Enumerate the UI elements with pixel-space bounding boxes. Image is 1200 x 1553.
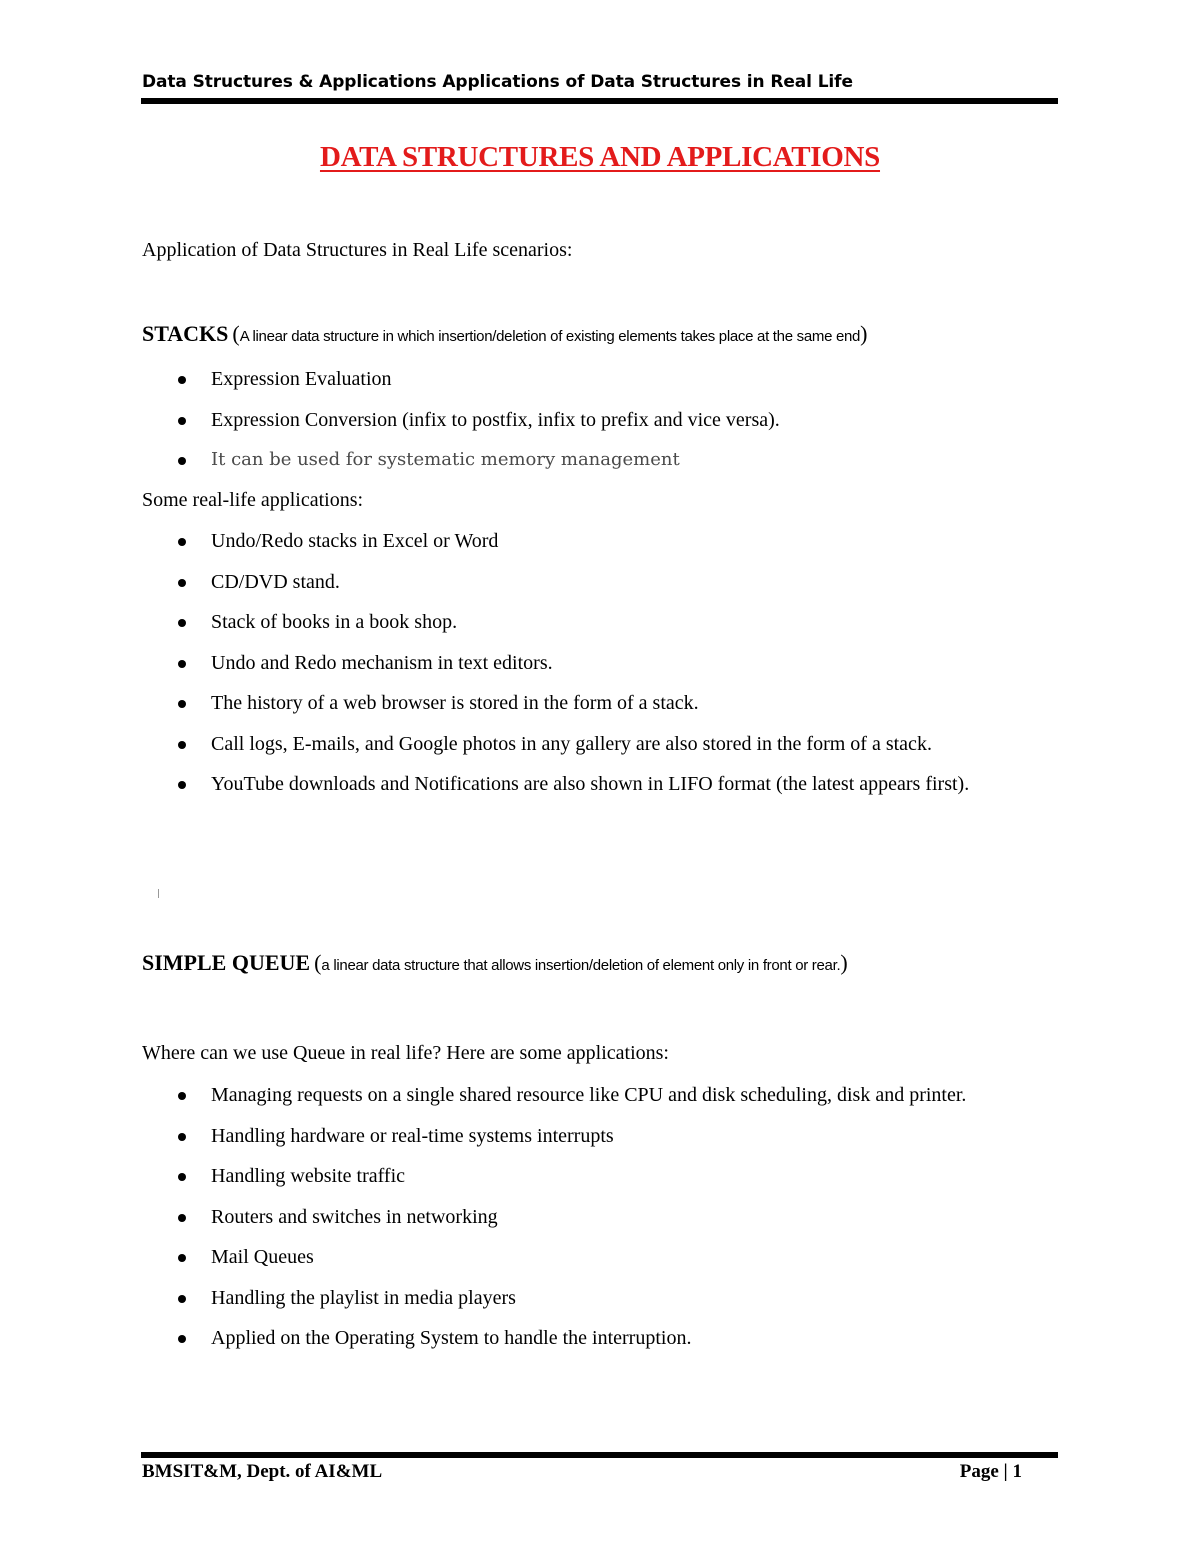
page-number: Page | 1 <box>959 1461 1022 1482</box>
bullet-icon <box>178 1173 186 1181</box>
list-item-text: Handling hardware or real-time systems interrupts <box>211 1124 614 1147</box>
stacks-open-paren: ( <box>232 321 240 346</box>
stacks-uses-list <box>142 359 1059 481</box>
stray-mark <box>158 889 159 898</box>
queue-title: SIMPLE QUEUE <box>142 950 311 975</box>
list-item-text: Expression Evaluation <box>211 368 392 390</box>
bullet-icon <box>178 1133 186 1141</box>
list-item <box>142 562 1059 603</box>
bullet-icon <box>178 1092 186 1100</box>
bullet-icon <box>178 417 186 425</box>
list-item-text: YouTube downloads and Notifications are also shown in LIFO format (the latest appears first). <box>211 773 970 795</box>
list-item-text: Managing requests on a single shared resource like CPU and disk scheduling, disk and printer. <box>211 1084 967 1106</box>
list-item <box>142 1075 1059 1116</box>
stacks-real-life-list <box>142 521 1059 805</box>
header-rule <box>141 98 1058 104</box>
queue-definition: a linear data structure that allows insertion/deletion of element only in front or rear. <box>321 957 841 974</box>
list-item <box>142 1237 1059 1278</box>
list-item-text: Call logs, E-mails, and Google photos in any gallery are also stored in the form of a stack. <box>211 732 932 755</box>
list-item <box>142 440 1059 481</box>
list-item-text: Handling the playlist in media players <box>211 1286 516 1309</box>
bullet-icon <box>178 1295 186 1303</box>
bullet-icon <box>178 376 186 384</box>
list-item <box>142 1278 1059 1319</box>
bullet-icon <box>178 457 186 465</box>
intro-paragraph: Application of Data Structures in Real Life scenarios: <box>142 239 573 261</box>
list-item-text: The history of a web browser is stored in the form of a stack. <box>211 692 699 714</box>
footer-institution: BMSIT&M, Dept. of AI&ML <box>142 1461 383 1482</box>
stacks-title: STACKS <box>142 321 229 346</box>
list-item-text: It can be used for systematic memory management <box>211 449 680 470</box>
list-item <box>142 359 1059 400</box>
list-item <box>142 724 1059 765</box>
list-item-text: Expression Conversion (infix to postfix, infix to prefix and vice versa). <box>211 408 780 431</box>
list-item <box>142 1116 1059 1157</box>
queue-applications-list <box>142 1075 1059 1359</box>
bullet-icon <box>178 781 186 789</box>
list-item-text: Applied on the Operating System to handle the interruption. <box>211 1327 692 1349</box>
list-item-text: Mail Queues <box>211 1246 314 1268</box>
bullet-icon <box>178 579 186 587</box>
bullet-icon <box>178 1254 186 1262</box>
bullet-icon <box>178 619 186 627</box>
list-item-text: CD/DVD stand. <box>211 570 340 593</box>
bullet-icon <box>178 700 186 708</box>
list-item-text: Stack of books in a book shop. <box>211 611 458 633</box>
list-item <box>142 1156 1059 1197</box>
bullet-icon <box>178 660 186 668</box>
queue-close-paren: ) <box>840 950 848 975</box>
list-item-text: Undo/Redo stacks in Excel or Word <box>211 530 499 552</box>
list-item <box>142 400 1059 441</box>
queue-heading <box>142 950 848 976</box>
bullet-icon <box>178 1335 186 1343</box>
stacks-close-paren: ) <box>860 321 868 346</box>
list-item-text: Handling website traffic <box>211 1165 406 1187</box>
queue-open-paren: ( <box>314 950 322 975</box>
running-header: Data Structures & Applications Applications of Data Structures in Real Life <box>142 72 853 92</box>
list-item <box>142 1197 1059 1238</box>
list-item <box>142 683 1059 724</box>
footer-rule <box>141 1452 1058 1458</box>
list-item <box>142 521 1059 562</box>
bullet-icon <box>178 1214 186 1222</box>
stacks-heading <box>142 321 867 347</box>
list-item <box>142 764 1059 805</box>
stacks-definition: A linear data structure in which insertion/deletion of existing elements takes place at the same end <box>239 328 861 345</box>
list-item-text: Undo and Redo mechanism in text editors. <box>211 651 553 674</box>
bullet-icon <box>178 538 186 546</box>
list-item <box>142 602 1059 643</box>
bullet-icon <box>178 741 186 749</box>
queue-question: Where can we use Queue in real life? Here are some applications: <box>142 1042 669 1064</box>
list-item-text: Routers and switches in networking <box>211 1205 498 1228</box>
real-life-label: Some real-life applications: <box>142 489 364 511</box>
document-title: DATA STRUCTURES AND APPLICATIONS <box>319 141 881 173</box>
list-item <box>142 643 1059 684</box>
list-item <box>142 1318 1059 1359</box>
